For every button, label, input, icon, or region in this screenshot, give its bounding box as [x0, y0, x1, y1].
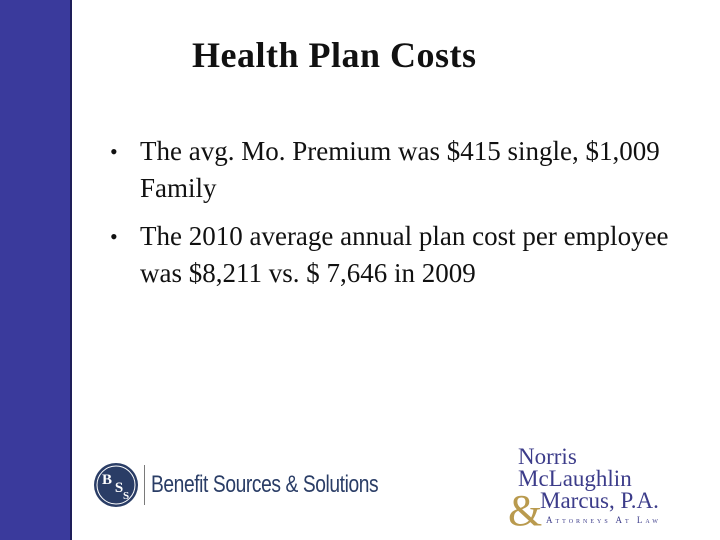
- bullet-icon: •: [110, 139, 118, 164]
- slide-title: Health Plan Costs: [192, 35, 477, 75]
- bullet-list: [110, 133, 690, 303]
- bss-monogram-icon: [93, 462, 139, 508]
- ampersand-icon: &: [508, 486, 543, 535]
- bullet-text: The 2010 average annual plan cost per employee was $8,211 vs. $ 7,646 in 2009: [140, 221, 669, 288]
- bullet-item: [110, 218, 690, 292]
- nm-logo-line-3: Marcus, P.A.: [540, 488, 659, 513]
- svg-text:S: S: [114, 480, 124, 496]
- svg-text:S: S: [122, 490, 130, 502]
- bss-logo-text: Benefit Sources & Solutions: [151, 471, 379, 498]
- nm-logo-line-1: Norris: [518, 444, 577, 469]
- logo-divider: [144, 465, 145, 505]
- nm-logo-tagline: Attorneys At Law: [546, 515, 661, 525]
- bullet-icon: •: [110, 224, 118, 249]
- svg-text:B: B: [101, 472, 113, 488]
- left-accent-bar: [0, 0, 72, 540]
- nm-logo-line-2: McLaughlin: [518, 466, 632, 491]
- benefit-sources-logo: [93, 462, 435, 508]
- bullet-item: [110, 133, 690, 207]
- bullet-text: The avg. Mo. Premium was $415 single, $1,009 Family: [140, 136, 660, 203]
- norris-mclaughlin-logo: [508, 443, 708, 535]
